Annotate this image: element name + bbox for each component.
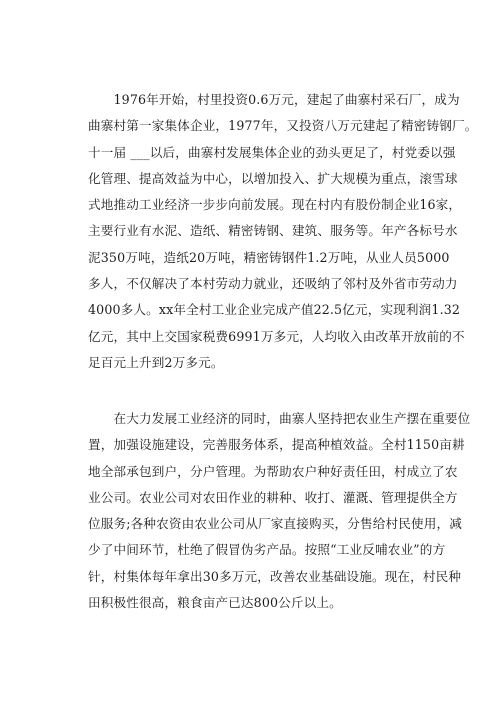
text-line: 田积极性很高，粮食亩产已达800公斤以上。	[88, 595, 342, 611]
text-line: 少了中间环节，杜绝了假冒伪劣产品。按照“工业反哺农业”的方	[88, 542, 446, 558]
text-line: 位服务;各种农资由农业公司从厂家直接购买，分售给村民使用，减	[88, 516, 462, 532]
text-line: 亿元，其中上交国家税费6991万多元，人均收入由改革开放前的不	[88, 328, 465, 344]
text-line: 足百元上升到2万多元。	[88, 354, 224, 370]
text-line: 曲寨村第一家集体企业，1977年，又投资八万元建起了精密铸钢厂。	[88, 118, 478, 134]
text-line: 地全部承包到户，分户管理。为帮助农户种好责任田，村成立了农	[88, 463, 458, 479]
paragraph-agriculture	[88, 406, 471, 616]
text-line: 1976年开始，村里投资0.6万元，建起了曲寨村采石厂，成为	[88, 92, 460, 107]
text-line: 主要行业有水泥、造纸、精密铸钢、建筑、服务等。年产各标号水	[88, 223, 458, 239]
text-line: 化管理、提高效益为中心，以增加投入、扩大规模为重点，滚雪球	[88, 170, 458, 186]
text-line: 置，加强设施建设，完善服务体系，提高种植效益。全村1150亩耕	[88, 437, 465, 453]
text-line: 十一届 ___以后，曲寨村发展集体企业的劲头更足了，村党委以强	[88, 144, 456, 160]
text-line: 业公司。农业公司对农田作业的耕种、收打、灌溉、管理提供全方	[88, 489, 458, 505]
text-line: 针，村集体每年拿出30多万元，改善农业基础设施。现在，村民种	[88, 568, 462, 584]
paragraph-industry	[88, 87, 478, 376]
text-line: 泥350万吨，造纸20万吨，精密铸钢件1.2万吨，从业人员5000	[88, 249, 450, 265]
text-line: 4000多人。xx年全村工业企业完成产值22.5亿元，实现利润1.32	[88, 302, 461, 318]
text-line: 式地推动工业经济一步步向前发展。现在村内有股份制企业16家，	[88, 197, 462, 213]
text-line: 多人，不仅解决了本村劳动力就业，还吸纳了邻村及外省市劳动力	[88, 276, 458, 292]
text-line: 在大力发展工业经济的同时，曲寨人坚持把农业生产摆在重要位	[88, 411, 471, 426]
